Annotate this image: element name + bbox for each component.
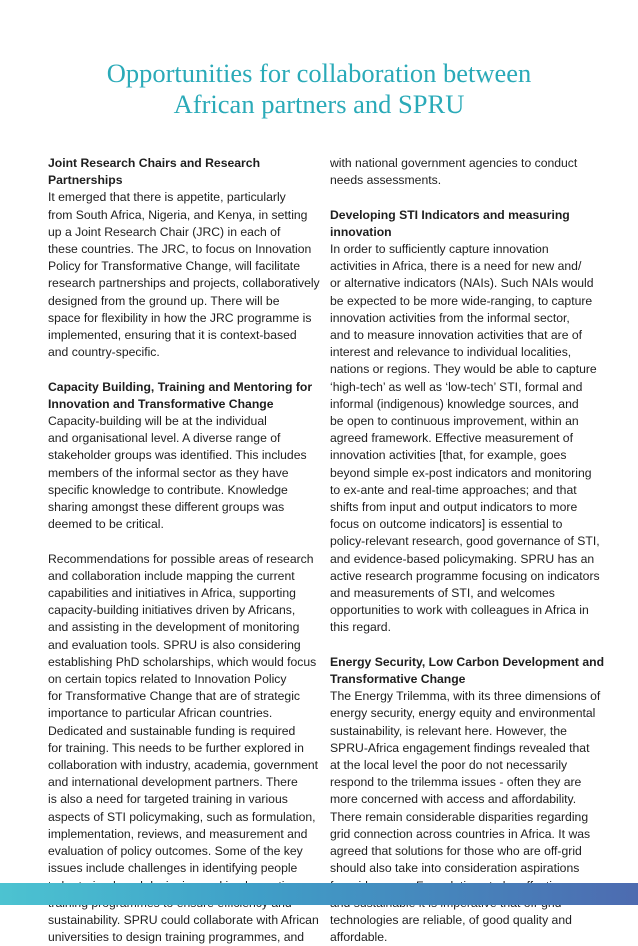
- body-line: SPRU-Africa engagement findings revealed that: [330, 740, 590, 755]
- body-line: ‘high-tech’ as well as ‘low-tech’ STI, formal and: [330, 379, 583, 394]
- body-line: shifts from input and output indicators to more: [330, 500, 578, 515]
- section-heading: Innovation and Transformative Change: [48, 396, 274, 411]
- body-line: beyond simple ex-post indicators and monitoring: [330, 465, 592, 480]
- body-line: deemed to be critical.: [48, 517, 164, 532]
- body-line: designed from the ground up. There will be: [48, 293, 280, 308]
- section-continuation: [330, 155, 592, 189]
- body-line: issues include challenges in identifying people: [48, 861, 298, 876]
- body-line: should also take into consideration aspirations: [330, 861, 580, 876]
- body-line: for training. This needs to be further explored in: [48, 740, 304, 755]
- body-line: grid connection across countries in Africa. It was: [330, 826, 591, 841]
- section-heading: innovation: [330, 224, 392, 239]
- body-line: sustainability. SPRU could collaborate with African: [48, 912, 319, 927]
- body-line: Policy for Transformative Change, will facilitate: [48, 259, 300, 274]
- body-line: be open to continuous improvement, within an: [330, 414, 579, 429]
- right-column: [330, 155, 605, 946]
- body-line: innovation activities from the informal sector,: [330, 310, 570, 325]
- body-line: Capacity-building will be at the individual: [48, 414, 267, 429]
- body-line: innovation activities [that, for example, goes: [330, 448, 567, 463]
- body-line: importance to particular African countries.: [48, 706, 273, 721]
- body-line: space for flexibility in how the JRC programme is: [48, 310, 312, 325]
- body-line: sharing amongst these different groups was: [48, 500, 285, 515]
- body-line: specific knowledge to contribute. Knowledge: [48, 482, 288, 497]
- body-line: capabilities and initiatives in Africa, supporting: [48, 586, 296, 601]
- body-line: implementation, reviews, and measurement and: [48, 826, 308, 841]
- body-line: There remain considerable disparities regarding: [330, 809, 589, 824]
- page-title-line: Opportunities for collaboration between: [106, 58, 532, 88]
- section-capacity-building: [48, 379, 313, 534]
- body-line: active research programme focusing on indicators: [330, 568, 600, 583]
- body-line: from South Africa, Nigeria, and Kenya, in setting: [48, 207, 308, 222]
- body-line: capacity-building initiatives driven by Africans,: [48, 603, 296, 618]
- section-heading: Transformative Change: [330, 672, 466, 687]
- body-line: up a Joint Research Chair (JRC) in each of: [48, 224, 281, 239]
- body-line: needs assessments.: [330, 173, 442, 188]
- section-heading: Partnerships: [48, 173, 123, 188]
- body-line: interest and relevance to individual localities,: [330, 345, 572, 360]
- footer-gradient-bar: [0, 883, 638, 905]
- body-line: research partnerships and projects, collaboratively: [48, 276, 320, 291]
- body-line: aspects of STI policymaking, such as formulation,: [48, 809, 316, 824]
- section-joint-research-chairs: [48, 155, 320, 361]
- body-line: informal (indigenous) knowledge sources, and: [330, 396, 579, 411]
- body-line: and evidence-based policymaking. SPRU has an: [330, 551, 595, 566]
- section-heading: Energy Security, Low Carbon Development and: [330, 654, 605, 669]
- section-heading: Joint Research Chairs and Research: [48, 156, 261, 170]
- body-line: and collaboration include mapping the current: [48, 568, 295, 583]
- body-line: and measurements of STI, and welcomes: [330, 586, 555, 601]
- body-line: opportunities to work with colleagues in Africa in: [330, 603, 589, 618]
- body-line: agreed framework. Effective measurement of: [330, 431, 573, 446]
- body-line: energy security, energy equity and environmental: [330, 706, 596, 721]
- body-line: members of the informal sector as they have: [48, 465, 289, 480]
- body-line: stakeholder groups was identified. This includes: [48, 448, 307, 463]
- body-line: respond to the trilemma issues - often they are: [330, 775, 582, 790]
- body-line: technologies are reliable, of good quality and: [330, 912, 572, 927]
- body-line: In order to sufficiently capture innovation: [330, 242, 549, 256]
- body-line: or alternative indicators (NAIs). Such NAIs would: [330, 276, 594, 291]
- body-line: and international development partners. There: [48, 775, 298, 790]
- body-line: nations or regions. They would be able to capture: [330, 362, 597, 377]
- body-line: this regard.: [330, 620, 391, 635]
- body-line: and organisational level. A diverse range of: [48, 431, 281, 446]
- body-line: It emerged that there is appetite, particularly: [48, 190, 286, 205]
- body-line: collaboration with industry, academia, government: [48, 758, 319, 773]
- body-line: agreed that solutions for those who are off-grid: [330, 844, 582, 859]
- body-line: Dedicated and sustainable funding is required: [48, 723, 296, 738]
- body-line: The Energy Trilemma, with its three dimensions of: [330, 689, 601, 704]
- body-line: establishing PhD scholarships, which would focus: [48, 654, 317, 669]
- page-title-line: African partners and SPRU: [173, 89, 465, 119]
- body-line: more concerned with access and affordability.: [330, 792, 577, 807]
- body-line: is also a need for targeted training in various: [48, 792, 288, 807]
- section-heading: Developing STI Indicators and measuring: [330, 207, 570, 222]
- body-line: implemented, ensuring that it is context-based: [48, 328, 297, 343]
- left-column: [48, 155, 320, 946]
- section-sti-indicators: [330, 207, 600, 637]
- body-line: evaluation of policy outcomes. Some of the key: [48, 844, 303, 859]
- body-line: and evaluation tools. SPRU is also considering: [48, 637, 301, 652]
- body-line: activities in Africa, there is a need for new and/: [330, 259, 582, 274]
- body-line: focus on outcome indicators] is essential to: [330, 517, 563, 532]
- body-line: on certain topics related to Innovation Policy: [48, 672, 287, 687]
- section-heading: Capacity Building, Training and Mentoring for: [48, 379, 313, 394]
- body-line: be expected to be more wide-ranging, to capture: [330, 293, 593, 308]
- body-line: and to measure innovation activities that are of: [330, 328, 583, 343]
- body-line: Recommendations for possible areas of research: [48, 551, 314, 566]
- body-line: sustainability, is relevant here. However, the: [330, 723, 567, 738]
- body-line: these countries. The JRC, to focus on Innovation: [48, 242, 312, 257]
- body-line: at the local level the poor do not necessarily: [330, 758, 568, 773]
- body-line: policy-relevant research, good governance of STI,: [330, 534, 600, 549]
- body-line: to ex-ante and real-time approaches; and that: [330, 482, 577, 497]
- body-line: universities to design training programmes, and: [48, 930, 305, 945]
- body-line: and assisting in the development of monitoring: [48, 620, 300, 635]
- body-line: with national government agencies to conduct: [330, 156, 578, 170]
- body-line: affordable.: [330, 930, 388, 945]
- body-line: and country-specific.: [48, 345, 160, 360]
- page-title: [0, 58, 638, 120]
- body-line: for Transformative Change that are of strategic: [48, 689, 300, 704]
